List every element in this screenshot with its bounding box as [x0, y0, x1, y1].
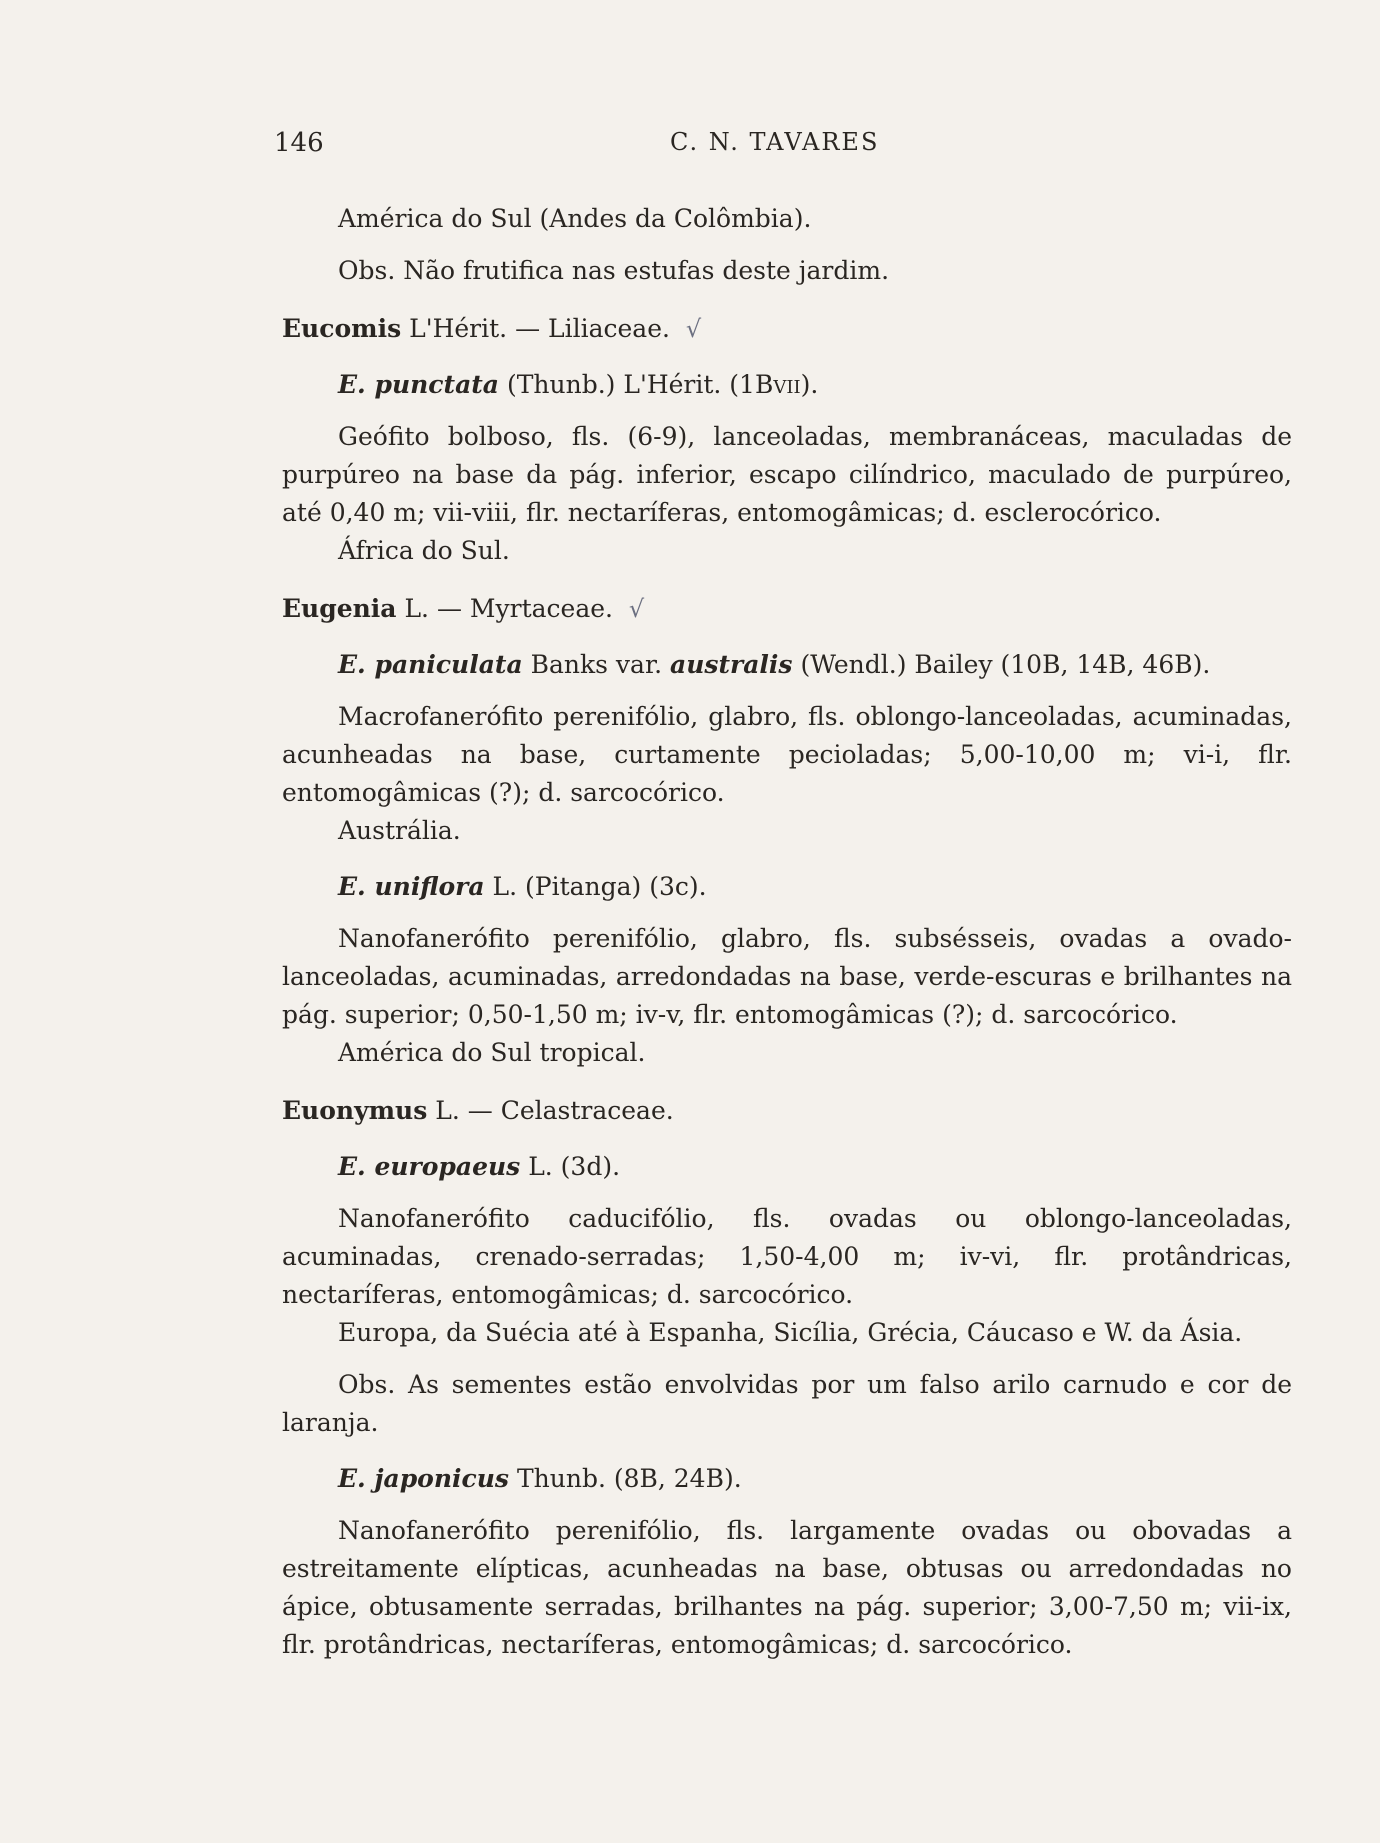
species-description: Nanofanerófito caducifólio, fls. ovadas ou oblongo-lanceoladas, acuminadas, crenado-serradas; 1,50-4,00 m; iv-vi, flr. protândricas, nectaríferas, entomogâmicas; d. sarcocórico. [282, 1204, 1292, 1309]
species-authority: (Thunb.) L'Hérit. (1B [506, 370, 774, 399]
species-distribution: África do Sul. [338, 536, 510, 565]
observation-line: Obs. Não frutifica nas estufas deste jardim. [338, 256, 890, 285]
genus-author-family: L'Hérit. — Liliaceae. [409, 314, 670, 343]
variety-authority: (Wendl.) Bailey (10B, 14B, 46B). [800, 650, 1211, 679]
species-heading-japonicus [282, 1460, 1292, 1498]
species-authority: Banks var. [530, 650, 663, 679]
variety-name: australis [670, 650, 793, 679]
genus-name: Eucomis [282, 314, 402, 343]
genus-name: Eugenia [282, 594, 397, 623]
species-name: E. punctata [338, 370, 500, 399]
genus-author-family: L. — Myrtaceae. [404, 594, 613, 623]
genus-name: Euonymus [282, 1096, 428, 1125]
species-authority-end: ). [800, 370, 819, 399]
species-authority: Thunb. (8B, 24B). [516, 1464, 742, 1493]
species-distribution: América do Sul tropical. [338, 1038, 646, 1067]
species-name: E. japonicus [338, 1464, 510, 1493]
species-name: E. europaeus [338, 1152, 521, 1181]
species-name: E. paniculata [338, 650, 523, 679]
species-description: Geófito bolboso, fls. (6-9), lanceoladas, membranáceas, maculadas de purpúreo na base da pág. inferior, escapo cilíndrico, maculado de purpúreo, até 0,40 m; vii-viii, flr. nectaríferas, entomogâmicas; d. esclerocórico. [282, 422, 1292, 527]
species-description: Macrofanerófito perenifólio, glabro, fls. oblongo-lanceoladas, acuminadas, acunheadas na base, curtamente pecioladas; 5,00-10,00 m; vi-i, flr. entomogâmicas (?); d. sarcocórico. [282, 702, 1292, 807]
species-description: Nanofanerófito perenifólio, fls. largamente ovadas ou obovadas a estreitamente elípticas, acunheadas na base, obtusas ou arredondadas no ápice, obtusamente serradas, brilhantes na pág. superior; 3,00-7,50 m; vii-ix, flr. protândricas, nectaríferas, entomogâmicas; d. sarcocórico. [282, 1516, 1292, 1659]
check-mark-icon: √ [685, 315, 702, 343]
check-mark-icon: √ [628, 595, 645, 623]
species-distribution: Austrália. [338, 816, 461, 845]
species-heading-uniflora [282, 868, 1292, 906]
page-header [0, 128, 1380, 168]
genus-heading-eucomis [282, 310, 1292, 348]
species-distribution: Europa, da Suécia até à Espanha, Sicília, Grécia, Cáucaso e W. da Ásia. [338, 1318, 1243, 1347]
species-heading-europaeus [282, 1148, 1292, 1186]
species-description: Nanofanerófito perenifólio, glabro, fls. subsésseis, ovadas a ovado-lanceoladas, acuminadas, arredondadas na base, verde-escuras e brilhantes na pág. superior; 0,50-1,50 m; iv-v, flr. entomogâmicas (?); d. sarcocórico. [282, 924, 1292, 1029]
species-heading-paniculata [282, 646, 1292, 684]
page-body [282, 200, 1292, 1664]
genus-heading-eugenia [282, 590, 1292, 628]
page-number: 146 [274, 128, 324, 158]
distribution-line: América do Sul (Andes da Colômbia). [338, 204, 812, 233]
genus-author-family: L. — Celastraceae. [435, 1096, 674, 1125]
genus-heading-euonymus [282, 1092, 1292, 1130]
species-name: E. uniflora [338, 872, 485, 901]
species-code-sc: vii [773, 370, 801, 399]
running-head: C. N. TAVARES [670, 128, 880, 156]
species-heading-punctata [282, 366, 1292, 404]
species-authority: L. (3d). [528, 1152, 621, 1181]
species-observation: Obs. As sementes estão envolvidas por um falso arilo carnudo e cor de laranja. [282, 1370, 1292, 1437]
species-authority: L. (Pitanga) (3c). [492, 872, 707, 901]
